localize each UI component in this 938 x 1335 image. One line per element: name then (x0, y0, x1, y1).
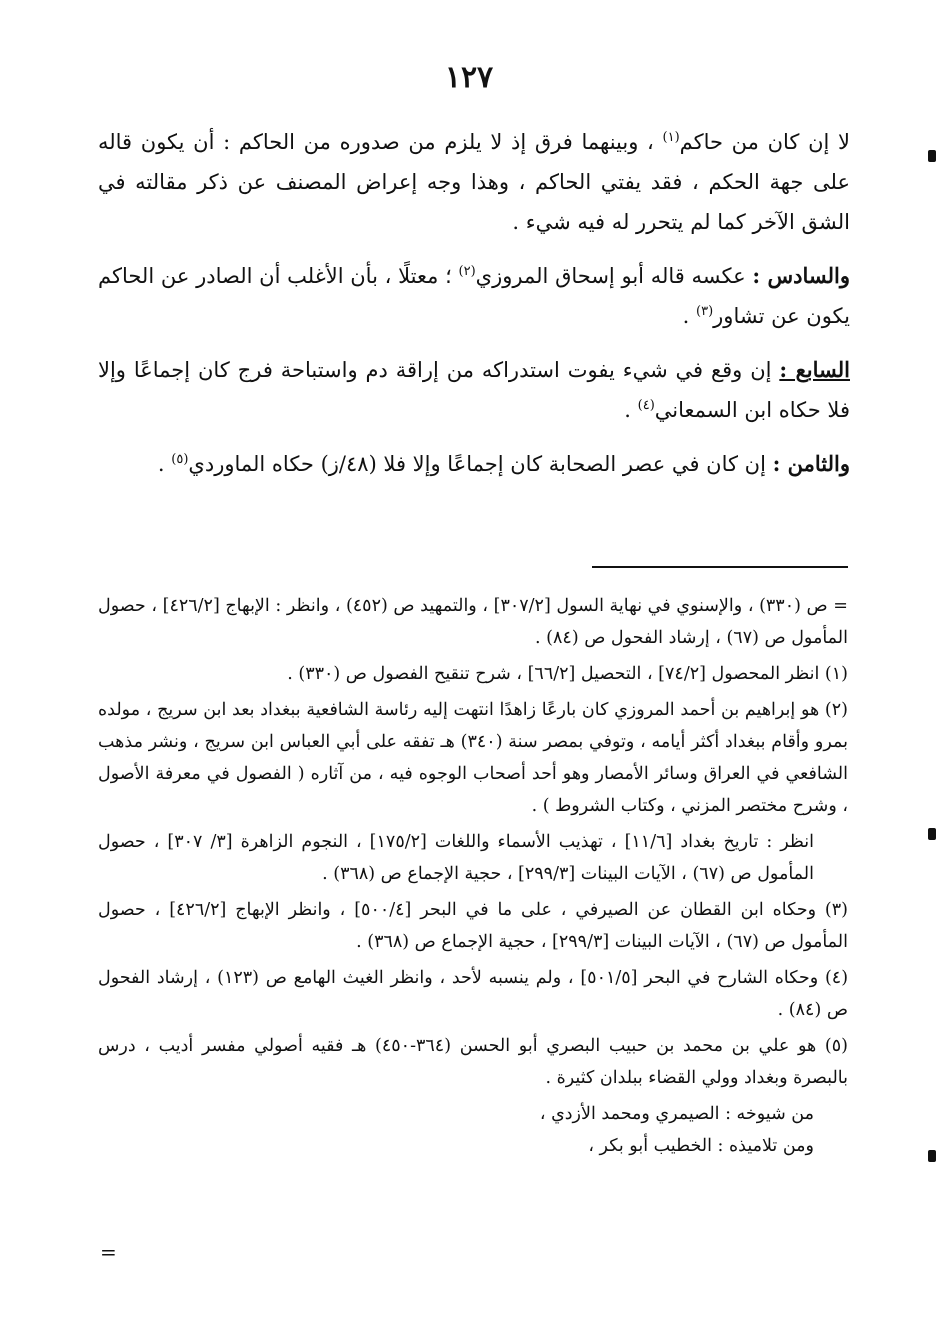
main-text (98, 122, 850, 498)
margin-mark (928, 828, 936, 840)
footnote-ref-5: (٥) (171, 452, 189, 467)
footnote-ref-2: (٢) (458, 264, 476, 279)
footnote-3: (٣) وحكاه ابن القطان عن الصيرفي ، على ما في البحر [٥٠٠/٤] ، وانظر الإبهاج [٤٢٦/٢] ، حصول المأمول ص (٦٧) ، الآيات البينات [٢٩٩/٣] ، حجية الإجماع ص (٣٦٨) . (98, 900, 848, 952)
paragraph-2-end: . (682, 304, 697, 328)
footnote-separator (592, 566, 848, 568)
footnote-5-teachers: من شيوخه : الصيمري ومحمد الأزدي ، (539, 1104, 814, 1124)
page-number: ١٢٧ (444, 60, 494, 95)
footnote-2: (٢) هو إبراهيم بن أحمد المروزي كان بارعًا زاهدًا انتهت إليه رئاسة الشافعية ببغداد بعد ابن سريج ، مولده بمرو وأقام ببغداد أكثر أيامه ، وتوفي بمصر سنة (٣٤٠) هـ تفقه على أبي العباس ابن سريج ، ونشر مذهب الشافعي في العراق وسائر الأمصار وهو أحد أصحاب الوجوه فيه ، من آثاره ( الفصول في معرفة الأصول ، وشرح مختصر المزني ، وكتاب الشروط ) . (98, 700, 848, 816)
footnote-5-students: ومن تلاميذه : الخطيب أبو بكر ، (588, 1136, 814, 1156)
footnote-ref-1: (١) (662, 130, 680, 145)
paragraph-4-lead: والثامن : (772, 451, 850, 476)
margin-mark (928, 1150, 936, 1162)
paragraph-1-text-after: ، وبينهما فرق إذ لا يلزم من صدوره من الحاكم : أن يكون قاله على جهة الحكم ، فقد يفتي الحاكم ، وهذا وجه إعراض المصنف عن ذكر مقالته في الشق الآخر كما لم يتحرر له فيه شيء . (98, 130, 850, 234)
paragraph-2 (98, 256, 850, 336)
paragraph-3-text: إن وقع في شيء يفوت استدراكه من إراقة دم واستباحة فرج كان إجماعًا وإلا فلا حكاه ابن السمعاني (98, 358, 850, 422)
footnote-1: (١) انظر المحصول [٧٤/٢] ، التحصيل [٦٦/٢] ، شرح تنقيح الفصول ص (٣٣٠) . (287, 664, 848, 684)
paragraph-2-text-after: ؛ معتلًا ، بأن الأغلب أن الصادر عن الحاكم يكون عن تشاور (98, 264, 850, 328)
paragraph-3-lead: السابع : (779, 357, 850, 382)
margin-mark (928, 150, 936, 162)
paragraph-3-end: . (624, 398, 638, 422)
footnote-ref-3: (٣) (696, 304, 714, 319)
footnote-5: (٥) هو علي بن محمد بن حبيب البصري أبو الحسن (٣٦٤-٤٥٠) هـ فقيه أصولي مفسر أديب ، درس بالبصرة وبغداد وولي القضاء ببلدان كثيرة . (98, 1036, 848, 1088)
paragraph-1-text: لا إن كان من حاكم (679, 130, 851, 154)
paragraph-4-text: إن كان في عصر الصحابة كان إجماعًا وإلا فلا (٤٨/ز) حكاه الماوردي (188, 452, 773, 476)
paragraph-2-lead: والسادس : (752, 263, 851, 288)
footnote-4: (٤) وحكاه الشارح في البحر [٥٠١/٥] ، ولم ينسبه لأحد ، وانظر الغيث الهامع ص (١٢٣) ، إرشاد الفحول ص (٨٤) . (98, 968, 849, 1020)
paragraph-1 (98, 122, 850, 242)
footnote-ref-4: (٤) (637, 398, 655, 413)
footnotes (98, 590, 848, 1162)
footnote-2-sources: انظر : تاريخ بغداد [١١/٦] ، تهذيب الأسماء واللغات [١٧٥/٢] ، النجوم الزاهرة [٣/ ٣٠٧] ، حصول المأمول ص (٦٧) ، الآيات البينات [٢٩٩/٣] ، حجية الإجماع ص (٣٦٨) . (98, 832, 814, 884)
paragraph-4 (98, 444, 850, 484)
footnote-continuation: = ص (٣٣٠) ، والإسنوي في نهاية السول [٣٠٧/٢] ، والتمهيد ص (٤٥٢) ، وانظر : الإبهاج [٤٢٦/٢] ، حصول المأمول ص (٦٧) ، إرشاد الفحول ص (٨٤) . (98, 596, 848, 648)
continuation-mark: = (100, 1240, 117, 1264)
paragraph-4-end: . (157, 452, 172, 476)
paragraph-3 (98, 350, 850, 430)
paragraph-2-text: عكسه قاله أبو إسحاق المروزي (475, 264, 753, 288)
